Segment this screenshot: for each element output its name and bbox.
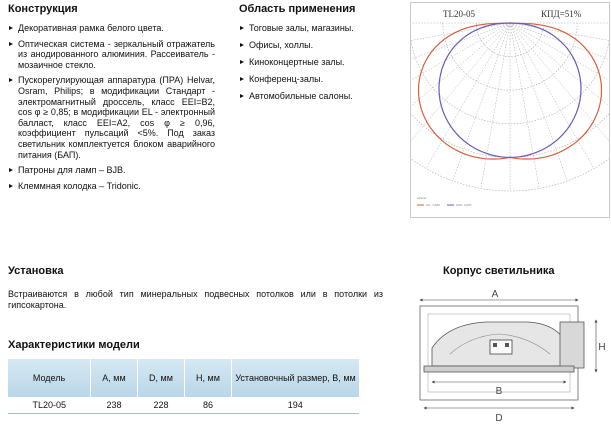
legend-c0: C0 - C180: [426, 203, 440, 207]
header-d: D, мм: [138, 359, 185, 397]
specs-table: [8, 359, 359, 414]
application-item-offices: Офисы, холлы.: [239, 40, 404, 51]
cell-d: 228: [138, 397, 185, 414]
dim-h-label: H: [598, 342, 606, 353]
socket-pin-right: [505, 343, 509, 347]
polar-spoke: [510, 23, 609, 52]
light-distribution-diagram: [410, 2, 610, 218]
header-b: Установочный размер, B, мм: [232, 359, 360, 397]
dim-a-label: A: [491, 289, 499, 300]
polar-efficiency-label: КПД=51%: [541, 9, 582, 19]
polar-spoke: [510, 23, 609, 152]
construction-item-ballast: Пускорегулирующая аппаратура (ПРА) Helvar, Osram, Philips; в модификации Стандарт - электромагнитный дроссель, класс EEI=B2, cos φ ≥ 0,85; в модификации EL - электронный балласт, класс EEI=A2, cos φ ≥ 0,96, коэффициент пульсаций <5%. Под заказ светильник комплектуется блоком аварийного питания (БАП).: [8, 75, 215, 160]
construction-title: Конструкция: [8, 3, 78, 15]
application-item-shops: Тоговые залы, магазины.: [239, 23, 404, 34]
construction-list: [8, 23, 215, 196]
installation-title: Установка: [8, 265, 64, 277]
polar-spoke: [481, 23, 510, 188]
installation-text: Встраиваются в любой тип минеральных подвесных потолков или в потолки из гипсокартона.: [8, 289, 383, 310]
header-h: H, мм: [185, 359, 232, 397]
construction-item-optics: Оптическая система - зеркальный отражатель из анодированного алюминия. Рассеиватель - мозаичное стекло.: [8, 39, 215, 71]
housing-drawing: [410, 284, 608, 426]
specs-title: Характеристики модели: [8, 339, 140, 351]
polar-spoke: [411, 23, 510, 52]
polar-spoke: [510, 23, 539, 188]
construction-item-frame: Декоративная рамка белого цвета.: [8, 23, 215, 34]
cell-model: TL20-05: [8, 397, 91, 414]
table-row: [8, 397, 359, 414]
diffuser-glass: [424, 366, 574, 372]
polar-ring: [476, 23, 543, 57]
polar-grid: [411, 23, 609, 191]
cell-h: 86: [185, 397, 232, 414]
header-a: A, мм: [91, 359, 138, 397]
housing-svg: [410, 284, 608, 426]
dim-d-label: D: [495, 413, 503, 424]
construction-item-sockets: Патроны для ламп – BJB.: [8, 165, 215, 176]
application-item-concert-halls: Киноконцертные залы.: [239, 57, 404, 68]
polar-spoke: [510, 23, 609, 131]
application-item-conference-halls: Конференц-залы.: [239, 74, 404, 85]
cell-b: 194: [232, 397, 360, 414]
application-item-car-showrooms: Автомобильные салоны.: [239, 91, 404, 102]
dim-b-label: B: [495, 386, 503, 397]
legend-c90: C90 - C270: [456, 203, 472, 207]
polar-spoke: [411, 23, 510, 152]
polar-scale-label: кд/клм: [417, 196, 427, 200]
polar-model-label: TL20-05: [443, 9, 475, 19]
applications-list: [239, 23, 404, 107]
cell-a: 238: [91, 397, 138, 414]
ballast-box: [560, 322, 584, 368]
construction-item-terminal: Клеммная колодка – Tridonic.: [8, 181, 215, 192]
polar-plot: [411, 3, 609, 217]
header-model: Модель: [8, 359, 91, 397]
socket-pin-left: [493, 343, 497, 347]
applications-title: Область применения: [239, 3, 356, 15]
polar-spoke: [411, 23, 510, 131]
specs-header-row: [8, 359, 359, 397]
housing-title: Корпус светильника: [443, 265, 555, 277]
